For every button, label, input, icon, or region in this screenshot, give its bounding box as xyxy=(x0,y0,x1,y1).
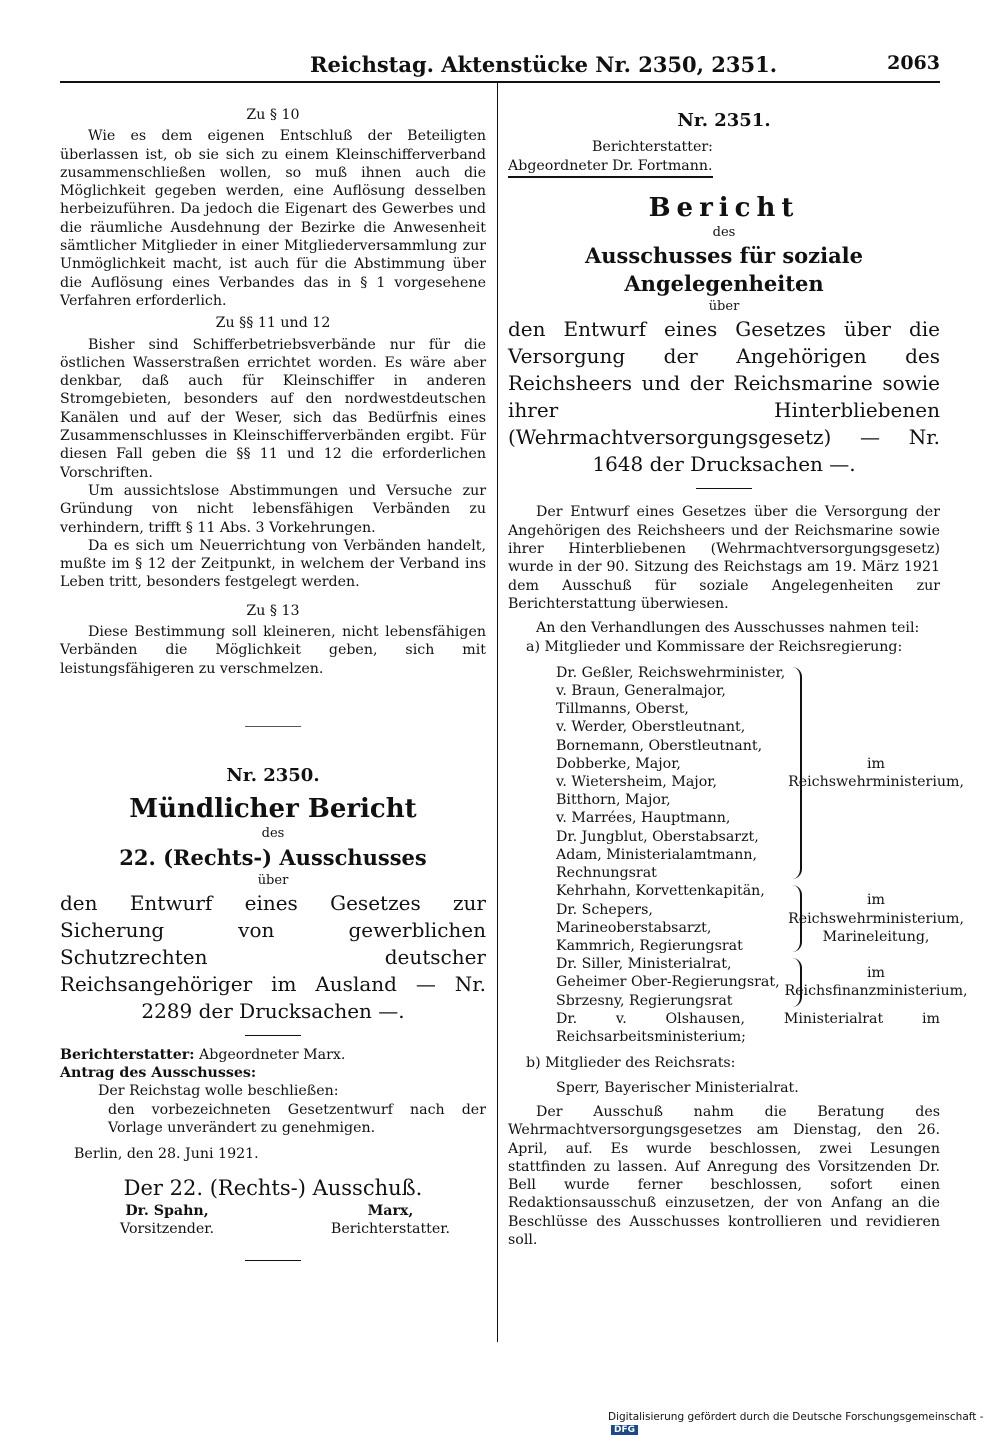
column-divider xyxy=(497,82,498,1342)
des-label: des xyxy=(261,826,285,842)
section-11-paragraph: Um aussichtslose Abstimmungen und Versuche zur Gründung von nicht lebensfähigen Verbänden zu verhindern, trifft § 11 Abs. 3 Vorkehrungen. xyxy=(60,482,486,536)
subject-block xyxy=(60,890,486,1025)
group-b-heading: b) Mitglieder des Reichsrats: xyxy=(526,1055,736,1072)
subject-text: den Entwurf eines Gesetzes zur Sicherung von gewerblichen Schutzrechten deutscher Reichsangehöriger im Ausland — Nr. 2289 der Drucksachen —. xyxy=(60,890,486,1023)
footer xyxy=(608,1411,1000,1435)
signatures xyxy=(60,1202,486,1239)
rapporteur-block xyxy=(508,157,940,178)
member-entry: Tillmanns, Oberst, xyxy=(556,701,689,718)
section-13-heading: Zu § 13 xyxy=(246,602,300,619)
member-list xyxy=(556,664,788,882)
left-column xyxy=(60,102,486,1271)
rapporteur-name: Abgeordneter Dr. Fortmann. xyxy=(508,157,713,178)
divider xyxy=(245,726,301,727)
member-entry: Bitthorn, Major, xyxy=(556,792,671,809)
member-entry: Sbrzesny, Regierungsrat xyxy=(556,992,733,1009)
ueber-label: über xyxy=(257,872,289,888)
reichsrat-member: Sperr, Bayerischer Ministerialrat. xyxy=(556,1079,799,1096)
section-11-paragraph: Bisher sind Schifferbetriebsverbände nur für die östlichen Wasserstraßen errichtet worden. Es wäre aber denkbar, daß auch für Kleinschiffer in anderen Stromgebieten, besonders auf den nordwestdeutschen Kanälen und auf der Weser, sich das Bedürfnis eines Zusammenschlusses in Kleinschifferverbänden ergibt. Für diesen Fall geben die §§ 11 und 12 die erforderlichen Vorschriften. xyxy=(60,336,486,481)
running-title: Reichstag. Aktenstücke Nr. 2350, 2351. xyxy=(310,52,778,77)
section-10-heading: Zu § 10 xyxy=(246,107,300,123)
motion-intro: Der Reichstag wolle beschließen: xyxy=(98,1083,339,1100)
member-list xyxy=(556,882,788,955)
document-title: Bericht xyxy=(648,192,800,223)
member-entry: Dr. Siller, Ministerialrat, xyxy=(556,956,732,973)
header-rule xyxy=(60,81,940,83)
member-list xyxy=(556,955,788,1010)
document-number: Nr. 2351. xyxy=(677,110,771,131)
member-entry: Dr. Jungblut, Oberstabsarzt, xyxy=(556,828,759,845)
member-entry: Bornemann, Oberstleutnant, xyxy=(556,737,763,754)
member-entry: Adam, Ministerialamtmann, Rechnungsrat xyxy=(556,846,758,882)
section-10-text: Wie es dem eigenen Entschluß der Beteiligten überlassen ist, ob sie sich zu einem Kleinschifferverband zusammenschließen wollen, so muß ihnen auch die Möglichkeit gegeben werden, eine Auflösung desselben herbeizuführen. Da jedoch die Eigenart des Gewerbes und die räumliche Ausdehnung der Bezirke die Anwesenheit sämtlicher Mitglieder in einer Mitgliederversammlung zur Unmöglichkeit macht, ist auch für die Abstimmung über die Auflösung eines Verbandes das in § 1 vorgesehene Verfahren erforderlich. xyxy=(60,128,486,309)
subject-text: den Entwurf eines Gesetzes über die Versorgung der Angehörigen des Reichsheers und der Reichsmarine sowie ihrer Hinterbliebenen (Wehrmachtversorgungsgesetz) — Nr. 1648 der Drucksachen —. xyxy=(508,317,940,477)
motion-heading: Antrag des Ausschusses: xyxy=(60,1065,257,1082)
signature-rapporteur xyxy=(331,1202,450,1239)
chair-role: Vorsitzender. xyxy=(120,1220,215,1237)
members-group-3 xyxy=(556,955,968,1010)
section-13-text: Diese Bestimmung soll kleineren, nicht lebensfähigen Verbänden die Möglichkeit geben, sich mit leistungsfähigeren zu verschmelzen. xyxy=(60,624,486,677)
members-group-1 xyxy=(556,664,964,882)
divider xyxy=(696,488,752,489)
rapporteur-sig-role: Berichterstatter. xyxy=(330,1220,450,1237)
motion-text: den vorbezeichneten Gesetzentwurf nach der Vorlage unverändert zu genehmigen. xyxy=(108,1101,486,1136)
members-group-2 xyxy=(556,882,964,955)
section-11-paragraph: Da es sich um Neuerrichtung von Verbänden handelt, mußte im § 12 der Zeitpunkt, in welchem der Verband ins Leben tritt, besonders festgelegt werden. xyxy=(60,537,486,591)
member-entry: v. Werder, Oberstleutnant, xyxy=(556,719,746,736)
signing-committee: Der 22. (Rechts-) Ausschuß. xyxy=(123,1175,423,1200)
rapporteur-sig-name: Marx, xyxy=(367,1202,414,1219)
member-entry: Dr. Geßler, Reichswehrminister, xyxy=(556,664,786,681)
page-header xyxy=(60,52,940,80)
section-11-heading: Zu §§ 11 und 12 xyxy=(215,315,331,332)
document-title: Mündlicher Bericht xyxy=(129,794,417,825)
document-number: Nr. 2350. xyxy=(226,764,320,786)
member-entry: v. Wietersheim, Major, xyxy=(556,774,717,791)
divider xyxy=(245,1035,301,1036)
member-entry: Geheimer Ober-Regierungsrat, xyxy=(556,974,780,991)
member-entry: v. Marrées, Hauptmann, xyxy=(556,810,731,827)
closing-paragraph: Der Ausschuß nahm die Beratung des Wehrmachtversorgungsgesetzes am Dienstag, den 26. April, auf. Es wurde beschlossen, zwei Lesungen stattfinden zu lassen. Auf Anregung des Vorsitzenden Dr. Bell wurde ferner beschlossen, sofort einen Redaktionsausschuß einzusetzen, der von Anfang an die Beschlüsse des Ausschusses kontrollieren und revidieren soll. xyxy=(508,1103,940,1248)
member-entry: Kammrich, Regierungsrat xyxy=(556,937,743,954)
ministry-label: im Reichsfinanzministerium, xyxy=(784,965,968,1000)
right-column xyxy=(508,110,968,1249)
rapporteur-line xyxy=(60,1046,486,1064)
des-label: des xyxy=(712,224,736,240)
rapporteur-label: Berichterstatter: xyxy=(60,1046,195,1063)
ministry-label: im Reichswehrministerium, xyxy=(788,755,964,791)
member-entry: Kehrhahn, Korvettenkapitän, xyxy=(556,883,765,900)
chair-name: Dr. Spahn, xyxy=(125,1202,209,1219)
ministry-label: im Reichswehrministerium, Marineleitung, xyxy=(788,892,964,945)
member-entry: Dr. Schepers, Marineoberstabsarzt, xyxy=(556,901,712,936)
dfg-logo: DFG xyxy=(611,1425,638,1435)
signature-chair xyxy=(120,1202,214,1239)
participants-heading: An den Verhandlungen des Ausschusses nahmen teil: xyxy=(536,620,920,637)
committee-name: Ausschusses für soziale Angelegenheiten xyxy=(584,243,864,297)
intro-paragraph: Der Entwurf eines Gesetzes über die Versorgung der Angehörigen des Reichsheers und der Reichsmarine sowie ihrer Hinterbliebenen (Wehrmachtversorgungsgesetz) wurde in der 90. Sitzung des Reichstags am 19. März 1921 dem Ausschuß für soziale Angelegenheiten zur Berichterstattung überwiesen. xyxy=(508,504,940,612)
divider xyxy=(245,1260,301,1261)
member-olshausen: Dr. v. Olshausen, Ministerialrat im Reichsarbeitsministerium; xyxy=(556,1010,940,1046)
ueber-label: über xyxy=(708,299,740,315)
group-a-heading: a) Mitglieder und Kommissare der Reichsregierung: xyxy=(526,638,903,655)
member-entry: Dobberke, Major, xyxy=(556,755,681,772)
member-entry: v. Braun, Generalmajor, xyxy=(556,683,726,700)
rapporteur-name: Abgeordneter Marx. xyxy=(199,1046,346,1063)
subject-block xyxy=(508,316,940,478)
place-date: Berlin, den 28. Juni 1921. xyxy=(74,1146,259,1163)
footer-text: Digitalisierung gefördert durch die Deutsche Forschungsgemeinschaft - xyxy=(608,1411,984,1423)
page-number: 2063 xyxy=(887,52,940,74)
rapporteur-label: Berichterstatter: xyxy=(592,139,713,156)
committee-name: 22. (Rechts-) Ausschusses xyxy=(119,844,427,870)
